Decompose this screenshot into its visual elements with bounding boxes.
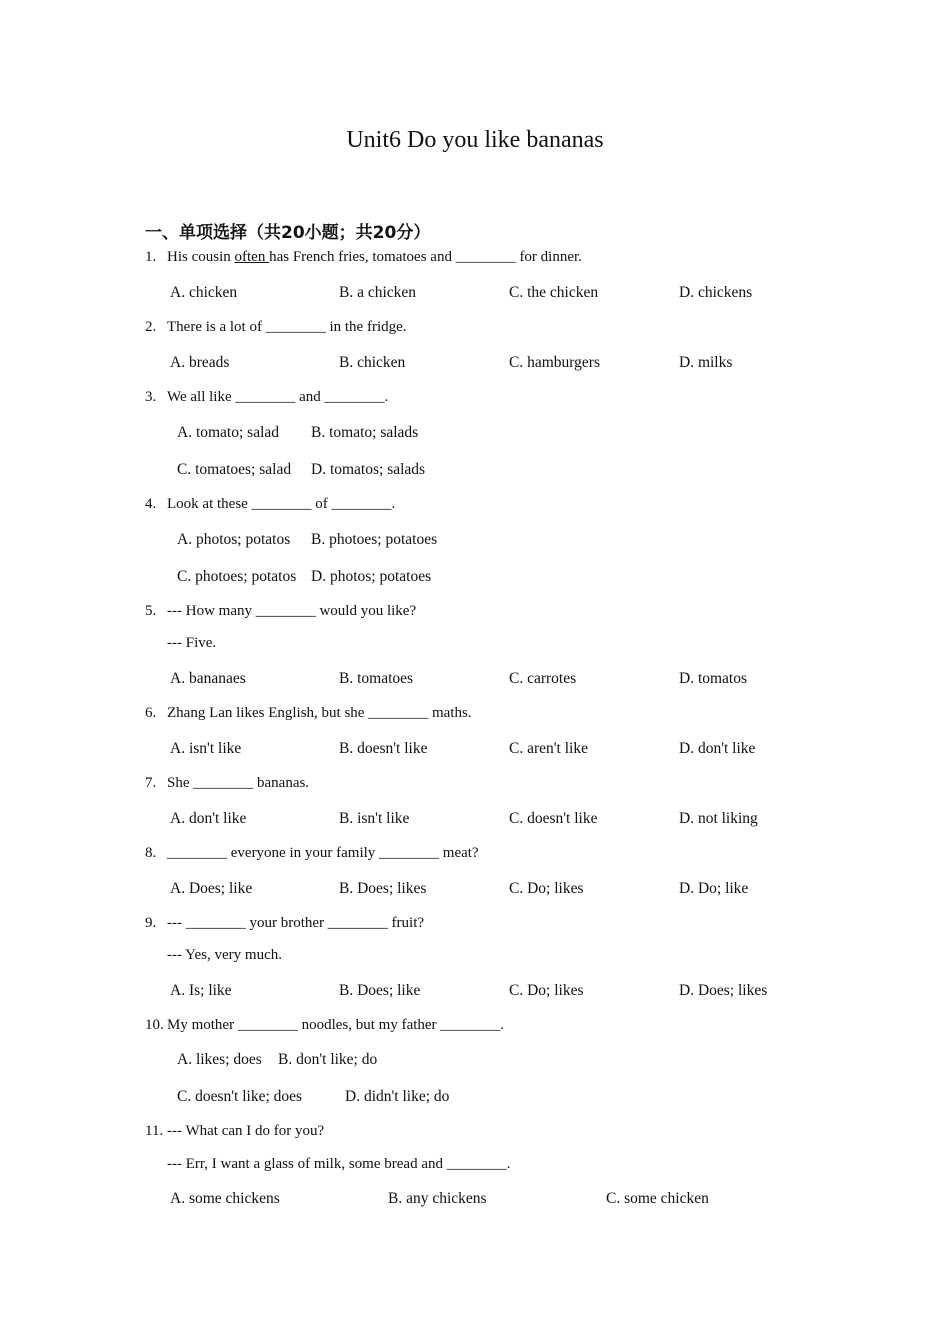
- option-c[interactable]: C. doesn't like; does: [177, 1088, 303, 1105]
- option-a[interactable]: A. don't like: [170, 810, 247, 827]
- option-d[interactable]: D. Does; likes: [679, 982, 768, 999]
- option-c[interactable]: C. Do; likes: [509, 880, 584, 897]
- question-text: My mother ________ noodles, but my father ________.: [167, 1017, 505, 1033]
- option-d[interactable]: D. milks: [679, 354, 733, 371]
- question-9: [145, 915, 424, 932]
- question-4: [145, 496, 395, 513]
- option-b[interactable]: B. any chickens: [388, 1190, 487, 1207]
- option-a[interactable]: A. likes; does: [177, 1051, 262, 1068]
- option-b[interactable]: B. isn't like: [339, 810, 410, 827]
- question-7: [145, 775, 309, 792]
- question-number: 5.: [145, 603, 157, 619]
- question-number: 4.: [145, 496, 157, 512]
- question-number: 1.: [145, 249, 157, 265]
- question-2: [145, 319, 407, 336]
- question-text: ________ everyone in your family ________ meat?: [167, 845, 479, 861]
- option-d[interactable]: D. tomatos: [679, 670, 748, 687]
- option-d[interactable]: D. tomatos; salads: [311, 461, 426, 478]
- option-b[interactable]: B. tomatoes: [339, 670, 414, 687]
- option-c[interactable]: C. tomatoes; salad: [177, 461, 292, 478]
- question-number: 2.: [145, 319, 157, 335]
- question-text: Zhang Lan likes English, but she ________ maths.: [167, 705, 472, 721]
- option-d[interactable]: D. don't like: [679, 740, 756, 757]
- option-a[interactable]: A. bananaes: [170, 670, 246, 687]
- section-heading: 一、单项选择（共20小题；共20分）: [145, 223, 431, 243]
- option-c[interactable]: C. the chicken: [509, 284, 599, 301]
- option-a[interactable]: A. photos; potatos: [177, 531, 291, 548]
- option-a[interactable]: A. tomato; salad: [177, 424, 280, 441]
- option-c[interactable]: C. aren't like: [509, 740, 588, 757]
- option-d[interactable]: D. photos; potatoes: [311, 568, 432, 585]
- question-number: 11.: [145, 1123, 164, 1139]
- question-number: 7.: [145, 775, 157, 791]
- question-5-line-2: [145, 635, 216, 652]
- question-11-line-2: [145, 1156, 510, 1173]
- option-b[interactable]: B. a chicken: [339, 284, 417, 301]
- question-text: --- Err, I want a glass of milk, some bread and ________.: [167, 1156, 511, 1172]
- question-1: [145, 249, 582, 266]
- question-9-line-2: [145, 947, 282, 964]
- option-a[interactable]: A. Is; like: [170, 982, 232, 999]
- question-text: --- What can I do for you?: [167, 1123, 325, 1139]
- question-text: We all like ________ and ________.: [167, 389, 389, 405]
- question-text: --- How many ________ would you like?: [167, 603, 417, 619]
- question-text: She ________ bananas.: [167, 775, 310, 791]
- option-b[interactable]: B. photoes; potatoes: [311, 531, 438, 548]
- option-b[interactable]: B. Does; like: [339, 982, 421, 999]
- question-text: Look at these ________ of ________.: [167, 496, 396, 512]
- question-number: 3.: [145, 389, 157, 405]
- option-a[interactable]: A. chicken: [170, 284, 238, 301]
- question-text: --- Five.: [167, 635, 217, 651]
- option-b[interactable]: B. tomato; salads: [311, 424, 419, 441]
- option-c[interactable]: C. photoes; potatos: [177, 568, 297, 585]
- option-b[interactable]: B. don't like; do: [278, 1051, 378, 1068]
- option-d[interactable]: D. not liking: [679, 810, 758, 827]
- question-number: 8.: [145, 845, 157, 861]
- option-d[interactable]: D. Do; like: [679, 880, 749, 897]
- question-6: [145, 705, 472, 722]
- option-a[interactable]: A. breads: [170, 354, 230, 371]
- underlined-word: often: [234, 249, 270, 265]
- option-b[interactable]: B. chicken: [339, 354, 406, 371]
- option-c[interactable]: C. hamburgers: [509, 354, 600, 371]
- question-number: 9.: [145, 915, 157, 931]
- question-8: [145, 845, 479, 862]
- question-10: [145, 1017, 504, 1034]
- option-a[interactable]: A. isn't like: [170, 740, 242, 757]
- question-text: --- Yes, very much.: [167, 947, 282, 963]
- option-c[interactable]: C. some chicken: [606, 1190, 709, 1207]
- question-number: 6.: [145, 705, 157, 721]
- question-11: [145, 1123, 324, 1140]
- question-5: [145, 603, 416, 620]
- option-a[interactable]: A. some chickens: [170, 1190, 280, 1207]
- option-b[interactable]: B. Does; likes: [339, 880, 427, 897]
- option-b[interactable]: B. doesn't like: [339, 740, 428, 757]
- option-a[interactable]: A. Does; like: [170, 880, 253, 897]
- question-text: His cousin: [167, 249, 235, 265]
- option-d[interactable]: D. chickens: [679, 284, 753, 301]
- question-number: 10.: [145, 1017, 164, 1033]
- option-c[interactable]: C. doesn't like: [509, 810, 598, 827]
- question-text-rest: has French fries, tomatoes and ________ for dinner.: [269, 249, 582, 265]
- option-c[interactable]: C. carrotes: [509, 670, 577, 687]
- page-title: Unit6 Do you like bananas: [346, 127, 604, 153]
- question-3: [145, 389, 388, 406]
- option-d[interactable]: D. didn't like; do: [345, 1088, 450, 1105]
- option-c[interactable]: C. Do; likes: [509, 982, 584, 999]
- question-text: There is a lot of ________ in the fridge.: [167, 319, 407, 335]
- question-text: --- ________ your brother ________ fruit?: [167, 915, 425, 931]
